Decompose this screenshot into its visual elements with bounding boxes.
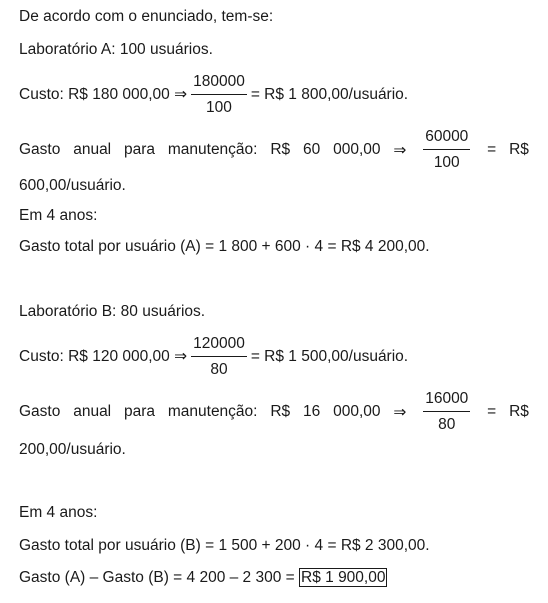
- lab-a-cost-numerator: 180000: [191, 72, 247, 95]
- lab-b-maint-word: anual: [73, 403, 112, 420]
- lab-a-total: Gasto total por usuário (A) = 1 800 + 600 · 4 = R$ 4 200,00.: [19, 238, 430, 255]
- lab-b-maint-fraction: [423, 389, 470, 435]
- lab-b-maint-currency: R$: [509, 403, 529, 420]
- lab-a-maint-word: anual: [73, 141, 112, 158]
- lab-b-maint-word: ⇒: [393, 403, 407, 421]
- lab-a-maint-currency: R$: [509, 141, 529, 158]
- lab-b-maint-word: 000,00: [333, 403, 381, 420]
- difference-prefix: Gasto (A) – Gasto (B) = 4 200 – 2 300 =: [19, 569, 300, 586]
- lab-b-maintenance-equation: [19, 389, 529, 435]
- lab-a-years: Em 4 anos:: [19, 207, 98, 224]
- lab-b-maint-denominator: 80: [438, 416, 456, 433]
- lab-a-cost-prefix: Custo: R$ 180 000,00 ⇒: [19, 86, 188, 103]
- lab-a-maint-continuation: 600,00/usuário.: [19, 177, 126, 194]
- final-answer-box: R$ 1 900,00: [301, 569, 386, 586]
- lab-a-cost-denominator: 100: [206, 99, 232, 116]
- lab-a-maint-word: Gasto: [19, 141, 61, 158]
- lab-b-total: Gasto total por usuário (B) = 1 500 + 200 · 4 = R$ 2 300,00.: [19, 537, 430, 554]
- intro-text: De acordo com o enunciado, tem-se:: [19, 8, 274, 25]
- lab-b-cost-prefix: Custo: R$ 120 000,00 ⇒: [19, 348, 188, 365]
- lab-a-maint-word: para: [123, 141, 156, 158]
- lab-a-maint-word: ⇒: [393, 141, 407, 159]
- lab-a-cost-fraction: [191, 72, 247, 118]
- lab-a-maint-word: 000,00: [333, 141, 381, 158]
- lab-a-maint-numerator: 60000: [423, 127, 470, 150]
- lab-b-maint-continuation: 200,00/usuário.: [19, 441, 126, 458]
- lab-a-title: Laboratório A: 100 usuários.: [19, 41, 213, 58]
- lab-b-maint-word: manutenção:: [167, 403, 258, 420]
- lab-b-title: Laboratório B: 80 usuários.: [19, 303, 206, 320]
- lab-b-cost-equation: [19, 334, 408, 380]
- lab-a-cost-equation: [19, 72, 408, 118]
- lab-b-cost-result: = R$ 1 500,00/usuário.: [250, 348, 409, 365]
- lab-b-cost-numerator: 120000: [191, 334, 247, 357]
- lab-a-maint-fraction: [423, 127, 470, 173]
- lab-b-maint-word: Gasto: [19, 403, 61, 420]
- lab-b-maint-equals: =: [487, 403, 497, 420]
- difference-line: [19, 568, 387, 588]
- lab-b-years: Em 4 anos:: [19, 504, 98, 521]
- lab-a-maintenance-equation: [19, 127, 529, 173]
- lab-b-maint-word: 16: [303, 403, 321, 420]
- lab-a-maint-equals: =: [487, 141, 497, 158]
- lab-b-cost-denominator: 80: [210, 361, 228, 378]
- lab-a-maint-denominator: 100: [433, 154, 460, 171]
- lab-a-cost-result: = R$ 1 800,00/usuário.: [250, 86, 409, 103]
- lab-a-maint-word: 60: [303, 141, 321, 158]
- lab-a-maint-word: R$: [270, 141, 291, 158]
- lab-a-maint-word: manutenção:: [167, 141, 258, 158]
- lab-b-cost-fraction: [191, 334, 247, 380]
- lab-b-maint-numerator: 16000: [423, 389, 470, 412]
- lab-b-maint-word: R$: [270, 403, 291, 420]
- lab-b-maint-word: para: [123, 403, 156, 420]
